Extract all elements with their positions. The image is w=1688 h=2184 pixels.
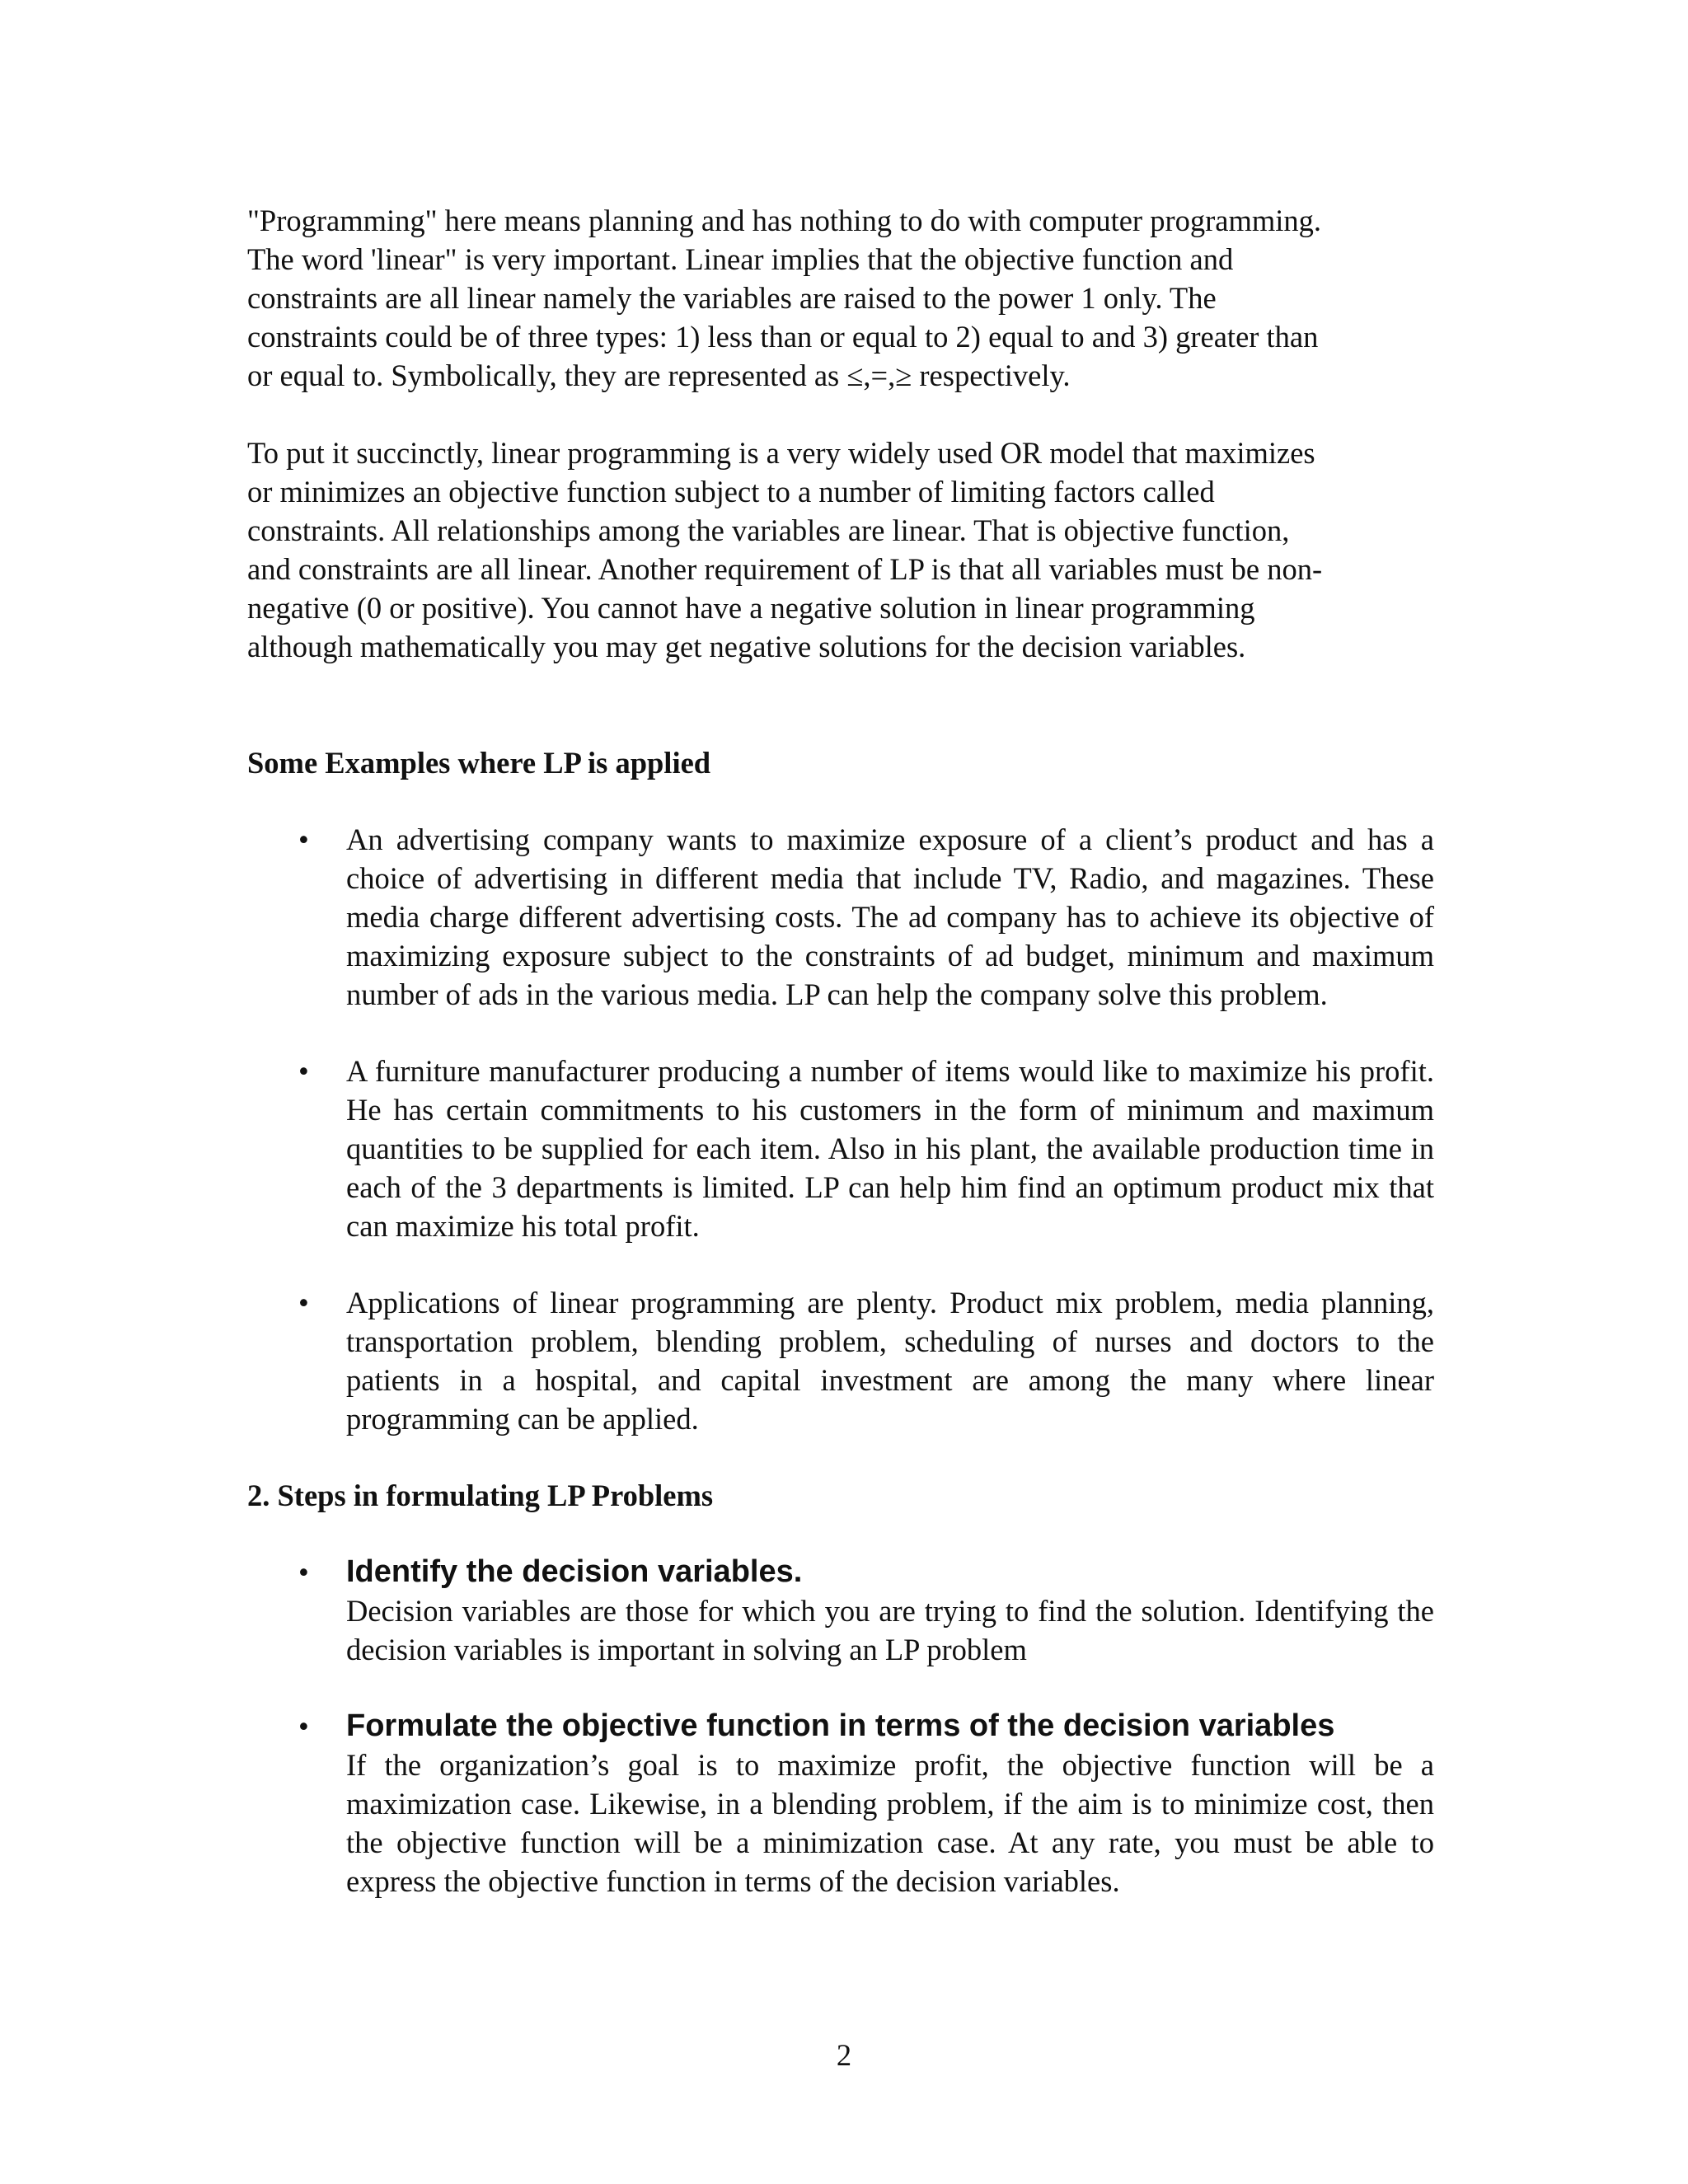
text-line: constraints. All relationships among the variables are linear. That is objective function, (247, 513, 1290, 547)
example-text: Applications of linear programming are plenty. Product mix problem, media planning, transportation problem, blending problem, scheduling of nurses and doctors to the patients in a hospital, and capital investment are among the many where linear programming can be applied. (346, 1286, 1434, 1436)
text-line: constraints are all linear namely the variables are raised to the power 1 only. The (247, 281, 1217, 315)
list-item (247, 820, 1434, 1014)
intro-paragraph-2 (247, 434, 1434, 666)
bullet-icon: • (298, 1054, 309, 1088)
bullet-icon: • (298, 1709, 309, 1743)
text-line: constraints could be of three types: 1) less than or equal to 2) equal to and 3) greater than (247, 320, 1319, 354)
text-line: or minimizes an objective function subject to a number of limiting factors called (247, 475, 1215, 509)
text-line: or equal to. Symbolically, they are represented as ≤,=,≥ respectively. (247, 359, 1071, 392)
page-number: 2 (836, 2038, 852, 2072)
examples-heading: Some Examples where LP is applied (247, 746, 711, 780)
text-line: and constraints are all linear. Another requirement of LP is that all variables must be non- (247, 552, 1323, 586)
text-line: "Programming" here means planning and has nothing to do with computer programming. (247, 204, 1322, 237)
bullet-icon: • (298, 823, 309, 856)
page-content (247, 201, 1434, 1900)
text-line: negative (0 or positive). You cannot have a negative solution in linear programming (247, 591, 1255, 625)
list-item (247, 1052, 1434, 1245)
text-line: although mathematically you may get negative solutions for the decision variables. (247, 630, 1246, 663)
step-body: If the organization’s goal is to maximize profit, the objective function will be a maximization case. Likewise, in a blending problem, if the aim is to minimize cost, then the objective function will be a minimization case. At any rate, you must be able to express the objective function in terms of the decision variables. (346, 1748, 1434, 1898)
steps-heading: 2. Steps in formulating LP Problems (247, 1479, 714, 1512)
list-item (247, 1707, 1434, 1900)
list-item (247, 1553, 1434, 1669)
examples-list (247, 820, 1434, 1438)
text-line: To put it succinctly, linear programming is a very widely used OR model that maximizes (247, 436, 1315, 470)
bullet-icon: • (298, 1555, 309, 1589)
step-body: Decision variables are those for which you are trying to find the solution. Identifying the decision variables is important in solving an LP problem (346, 1594, 1434, 1666)
example-text: A furniture manufacturer producing a number of items would like to maximize his profit. He has certain commitments to his customers in the form of minimum and maximum quantities to be supplied for each item. Also in his plant, the available production time in each of the 3 departments is limited. LP can help him find an optimum product mix that can maximize his total profit. (346, 1054, 1434, 1243)
intro-paragraph-1 (247, 201, 1434, 395)
bullet-icon: • (298, 1286, 309, 1319)
steps-list (247, 1553, 1434, 1900)
text-line: The word 'linear" is very important. Linear implies that the objective function and (247, 242, 1234, 276)
list-item (247, 1283, 1434, 1438)
step-title: Formulate the objective function in terms of the decision variables (346, 1708, 1335, 1743)
example-text: An advertising company wants to maximize exposure of a client’s product and has a choice of advertising in different media that include TV, Radio, and magazines. These media charge different advertising costs. The ad company has to achieve its objective of maximizing exposure subject to the constraints of ad budget, minimum and maximum number of ads in the various media. LP can help the company solve this problem. (346, 823, 1434, 1011)
step-title: Identify the decision variables. (346, 1554, 803, 1589)
